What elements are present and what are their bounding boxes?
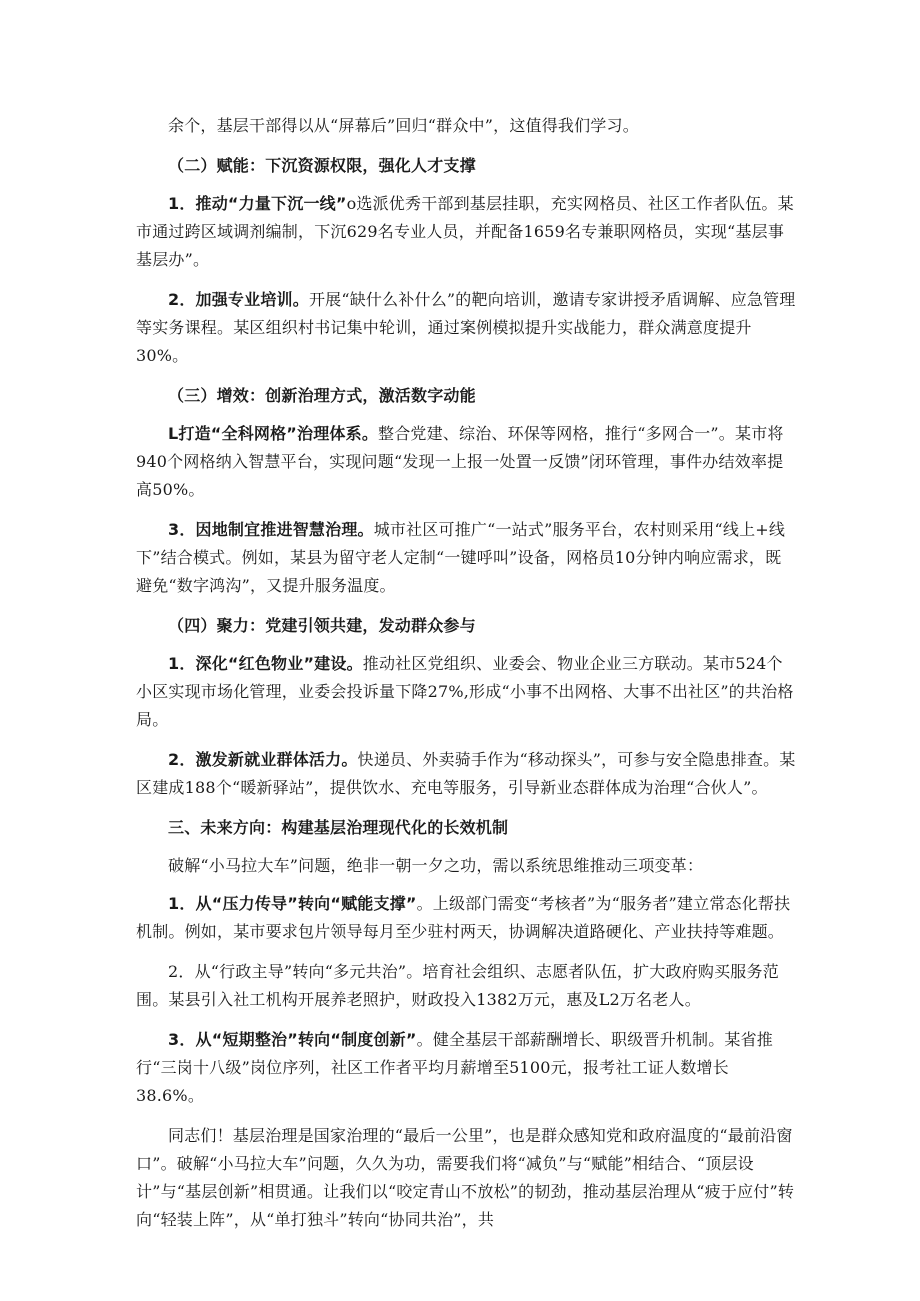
paragraph-text: 推动社区党组织、业委会、物业企业三方联动。某市524个小区实现市场化管理，业委会投诉量下降27%,形成“小事不出网格、大事不出社区”的共治格局。 bbox=[136, 654, 794, 729]
paragraph-lead: 3．因地制宜推进智慧治理。 bbox=[168, 520, 374, 539]
paragraph-lead: 2．激发新就业群体活力。 bbox=[168, 750, 358, 769]
paragraph bbox=[136, 516, 796, 600]
paragraph-text: 破解“小马拉大车”问题，绝非一朝一夕之功，需以系统思维推动三项变革： bbox=[168, 856, 704, 875]
paragraph bbox=[136, 746, 796, 802]
paragraph-lead: 2．加强专业培训。 bbox=[168, 290, 309, 309]
paragraph bbox=[136, 1026, 796, 1110]
paragraph-lead: 1．从“压力传导”转向“赋能支撑” bbox=[168, 894, 417, 913]
paragraph-text: o选派优秀干部到基层挂职，充实网格员、社区工作者队伍。某市通过跨区域调剂编制，下沉629名专业人员，并配备1659名专兼职网格员，实现“基层事基层办”。 bbox=[136, 194, 794, 269]
paragraph-text: 。健全基层干部薪酬增长、职级晋升机制。某省推行“三岗十八级”岗位序列，社区工作者平均月薪增至5100元，报考社工证人数增长38.6%。 bbox=[136, 1030, 774, 1105]
paragraph-text: 。上级部门需变“考核者”为“服务者”建立常态化帮扶机制。例如，某市要求包片领导每月至少驻村两天，协调解决道路硬化、产业扶持等难题。 bbox=[136, 894, 791, 941]
section-heading: （四）聚力：党建引领共建，发动群众参与 bbox=[168, 616, 476, 635]
paragraph bbox=[136, 890, 796, 946]
paragraph bbox=[136, 1122, 796, 1234]
paragraph bbox=[136, 190, 796, 274]
paragraph bbox=[136, 650, 796, 734]
paragraph-lead: 1．深化“红色物业”建设。 bbox=[168, 654, 363, 673]
paragraph-lead: L打造“全科网格”治理体系。 bbox=[168, 424, 379, 443]
paragraph-text: 快递员、外卖骑手作为“移动探头”，可参与安全隐患排查。某区建成188个“暖新驿站”，提供饮水、充电等服务，引导新业态群体成为治理“合伙人”。 bbox=[136, 750, 796, 797]
paragraph-text: 同志们！基层治理是国家治理的“最后一公里”，也是群众感知党和政府温度的“最前沿窗口”。破解“小马拉大车”问题，久久为功，需要我们将“减负”与“赋能”相结合、“顶层设计”与“基层创新”相贯通。让我们以“咬定青山不放松”的韧劲，推动基层治理从“疲于应付”转向“轻装上阵”，从“单打独斗”转向“协同共治”，共 bbox=[136, 1126, 795, 1229]
paragraph-text: 余个，基层干部得以从“屏幕后”回归“群众中”，这值得我们学习。 bbox=[168, 116, 639, 135]
paragraph bbox=[136, 958, 796, 1014]
paragraph bbox=[136, 852, 796, 880]
paragraph bbox=[136, 420, 796, 504]
document-page bbox=[136, 112, 796, 1234]
section-heading: （三）增效：创新治理方式，激活数字动能 bbox=[168, 386, 476, 405]
paragraph bbox=[136, 286, 796, 370]
section-heading: 三、未来方向：构建基层治理现代化的长效机制 bbox=[168, 818, 509, 837]
section-heading: （二）赋能：下沉资源权限，强化人才支撑 bbox=[168, 156, 476, 175]
paragraph-lead: 3．从“短期整治”转向“制度创新” bbox=[168, 1030, 417, 1049]
paragraph-text: 城市社区可推广“一站式”服务平台，农村则采用“线上+线下”结合模式。例如，某县为留守老人定制“一键呼叫”设备，网格员10分钟内响应需求，既避免“数字鸿沟”，又提升服务温度。 bbox=[136, 520, 786, 595]
paragraph-text: 整合党建、综治、环保等网格，推行“多网合一”。某市将940个网格纳入智慧平台，实现问题“发现一上报一处置一反馈”闭环管理，事件办结效率提高50%。 bbox=[136, 424, 784, 499]
paragraph-text: 开展“缺什么补什么”的靶向培训，邀请专家讲授矛盾调解、应急管理等实务课程。某区组织村书记集中轮训，通过案例模拟提升实战能力，群众满意度提升30%。 bbox=[136, 290, 796, 365]
paragraph-lead: 1．推动“力量下沉一线” bbox=[168, 194, 347, 213]
paragraph bbox=[136, 112, 796, 140]
paragraph-text: 2．从“行政主导”转向“多元共治”。培育社会组织、志愿者队伍，扩大政府购买服务范围。某县引入社工机构开展养老照护，财政投入1382万元，惠及L2万名老人。 bbox=[136, 962, 779, 1009]
